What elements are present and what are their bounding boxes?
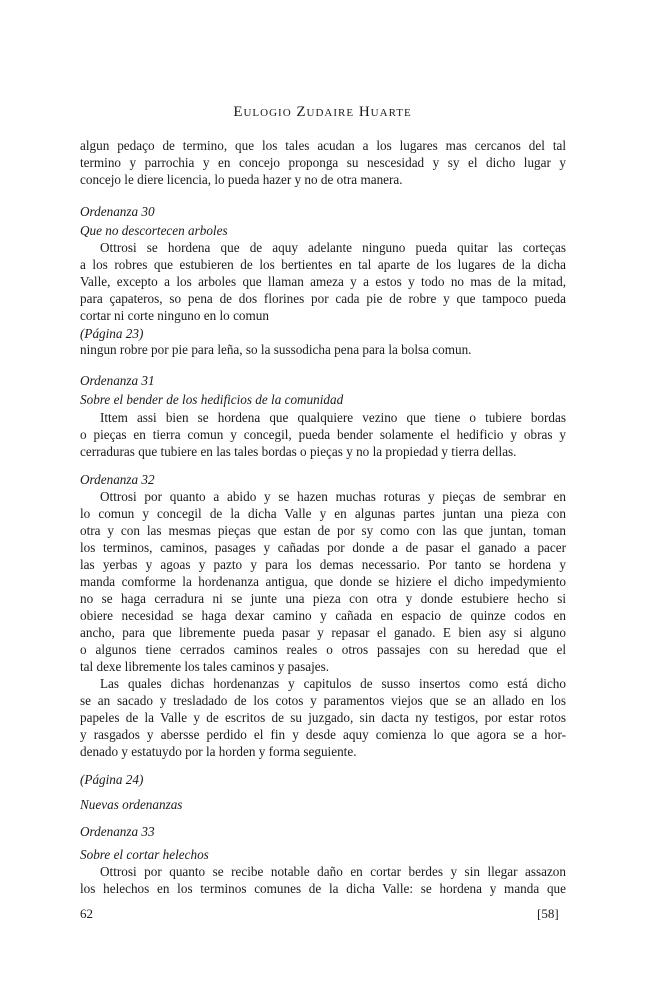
text-line: Valle, excepto a los arboles que llaman ameza y a estos y todo no mas de la mitad, [80, 274, 566, 289]
text-line: ningun robre por pie para leña, so la sussodicha pena para la bolsa comun. [80, 342, 472, 357]
text-line: los helechos en los terminos comunes de la dicha Valle: se hordena y manda que [80, 881, 566, 896]
text-line: lo comun y concegil de la dicha Valle y en algunas partes juntan una pieza con [80, 506, 566, 521]
text-line: Ottrosi por quanto se recibe notable daño en cortar berdes y sin llegar assazon [100, 864, 566, 879]
text-line: Ottrosi por quanto a abido y se hazen muchas roturas y pieças de sembrar en [100, 489, 566, 504]
page-marker-24: (Página 24) [80, 772, 144, 787]
text-line: cerraduras que tubiere en las tales bordas o pieças y no la propiedad y tierra dellas. [80, 444, 517, 459]
text-line: o pieças en tierra comun y concegil, pueda bender solamente el hedificio y obras y [80, 427, 566, 442]
ordinance-30-body-cont [80, 341, 566, 358]
page-number: 62 [80, 906, 93, 921]
text-line: se an sacado y tresladado de los cotos y paramentos viejos que se an allado en los [80, 693, 566, 708]
page-marker-23: (Página 23) [80, 326, 144, 341]
text-line: papeles de la Valle y de escritos de su juzgado, sin dacta ny testigos, por estar rotos [80, 710, 566, 725]
text-line: concejo le diere licencia, lo pueda hazer y no de otra manera. [80, 172, 403, 187]
text-line: cortar ni corte ninguno en lo comun [80, 308, 269, 323]
text-line: termino y parrochia y en concejo proponga su nescesidad y sy el dicho lugar y [80, 155, 566, 170]
ordinance-subtitle-33: Sobre el cortar helechos [80, 847, 209, 862]
ordinance-heading-32: Ordenanza 32 [80, 472, 155, 487]
ordinance-heading-31: Ordenanza 31 [80, 373, 155, 388]
text-line: y rasgados y abersse perdido el fin y desde aquy comienza lo que agora se a hor- [80, 727, 566, 742]
page-reference: [58] [537, 906, 559, 921]
text-line: tal dexe libremente los tales caminos y pasajes. [80, 659, 330, 674]
ordinance-subtitle-31: Sobre el bender de los hedificios de la comunidad [80, 392, 344, 407]
text-line: manda comforme la hordenanza antigua, que donde se hiziere el dicho impedymiento [80, 574, 566, 589]
text-line: para çapateros, so pena de dos florines por cada pie de robre y que tampoco pueda [80, 291, 566, 306]
text-line: no se haga cerradura ni se junte una pieza con otra y donde estubiere hecho si [80, 591, 566, 606]
text-line: Ottrosi se hordena que de aquy adelante ninguno pueda quitar las corteças [100, 240, 566, 255]
ordinance-heading-33: Ordenanza 33 [80, 824, 155, 839]
ordinance-subtitle-30: Que no descortecen arboles [80, 223, 228, 238]
ordinance-30-body [80, 239, 566, 324]
running-title: Eulogio Zudaire Huarte [233, 104, 412, 120]
ordinance-33-body [80, 863, 566, 897]
ordinance-32-body [80, 488, 566, 675]
text-line: los terminos, caminos, pasages y cañadas por donde a de pasar el ganado a pacer [80, 540, 566, 555]
text-line: o algunos tiene cerrados caminos reales o otros passajes con su heredad que el [80, 642, 566, 657]
paragraph-continuation [80, 137, 566, 188]
ordinance-heading-30: Ordenanza 30 [80, 204, 155, 219]
closing-paragraph [80, 675, 566, 760]
text-line: algun pedaço de termino, que los tales acudan a los lugares mas cercanos del tal [80, 138, 566, 153]
ordinance-31-body [80, 409, 566, 460]
text-line: ancho, para que libremente pueda pasar y repasar el ganado. E bien asy si alguno [80, 625, 566, 640]
text-line: a los robres que estubieren de los bertientes en tal aparte de los lugares de la dicha [80, 257, 566, 272]
text-line: las yerbas y agoas y pazto y para los demas necessario. Por tanto se hordena y [80, 557, 566, 572]
text-line: denado y estatuydo por la horden y forma seguiente. [80, 744, 357, 759]
section-heading-nuevas: Nuevas ordenanzas [80, 797, 183, 812]
text-line: obiere necesidad se haga dexar camino y cañada en espacio de quinze codos en [80, 608, 566, 623]
text-line: otra y con las mesmas pieças que estan de por sy como con las que juntan, toman [80, 523, 566, 538]
text-line: Las quales dichas hordenanzas y capitulos de susso insertos como está dicho [100, 676, 566, 691]
text-line: Ittem assi bien se hordena que qualquiere vezino que tiene o tubiere bordas [100, 410, 566, 425]
